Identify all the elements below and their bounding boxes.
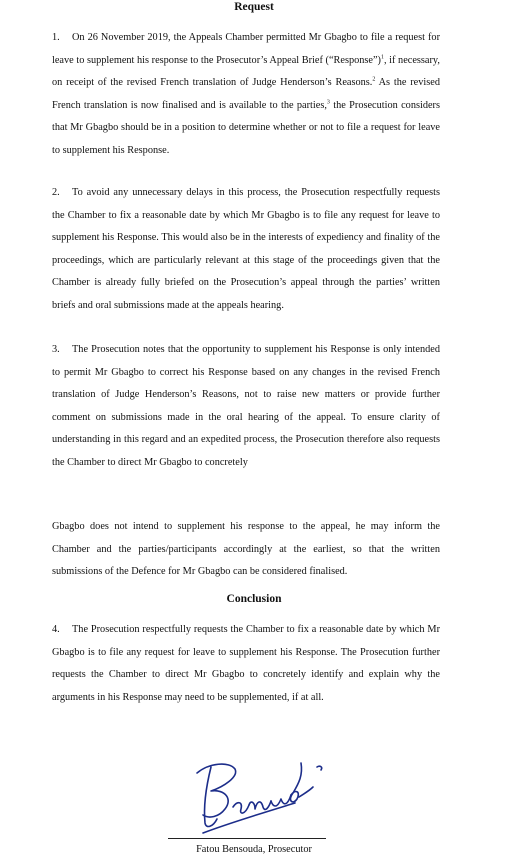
request-heading: Request (234, 1, 274, 13)
paragraph-2 (52, 182, 440, 318)
paragraph-3 (52, 339, 440, 475)
handwritten-signature (183, 753, 333, 835)
conclusion-heading: Conclusion (226, 593, 282, 605)
signature-line (168, 838, 326, 839)
footnote-marker: 3 (326, 99, 330, 106)
paragraph-number: 4. (52, 624, 60, 635)
continuation-paragraph (52, 516, 440, 584)
signatory-name: Fatou Bensouda, Prosecutor (196, 844, 312, 855)
paragraph-text: As the revised French translation is now finalised and is available to the parties, (52, 77, 440, 111)
paragraph-text: On 26 November 2019, the Appeals Chamber permitted Mr Gbagbo to file a request for leave to supplement his response to the Prosecutor’s Appeal Brief (“Response”) (52, 32, 440, 66)
paragraph-number: 1. (52, 32, 60, 43)
paragraph-number: 3. (52, 344, 60, 355)
paragraph-text: , if necessary, on receipt of the revised French translation of Judge Henderson’s Reasons. (52, 54, 440, 89)
paragraph-text: To avoid any unnecessary delays in this process, the Prosecution respectfully requests the Chamber to fix a reasonable date by which Mr Gbagbo is to file any request for leave to supplement his Response. This would also be in the interests of expediency and finality of the proceedings, which are particularly relevant at this stage of the proceedings given that the Chamber is already fully briefed on the Prosecution’s appeal through the parties’ written briefs and oral submissions made at the appeals hearing. (52, 187, 440, 311)
paragraph-text: Gbagbo does not intend to supplement his response to the appeal, he may inform the Chamber and the parties/participants accordingly at the earliest, so that the written submissions of the Defence for Mr Gbagbo can be considered finalised. (52, 521, 440, 578)
paragraph-4 (52, 619, 440, 709)
footnote-marker: 1 (380, 54, 384, 61)
paragraph-text: The Prosecution respectfully requests the Chamber to fix a reasonable date by which Mr Gbagbo is to file any request for leave to supplement his Response. The Prosecution further requests the Chamber to direct Mr Gbagbo to concretely identify and explain why the arguments in his Response may need to be supplemented, if at all. (52, 624, 440, 703)
paragraph-number: 2. (52, 187, 60, 198)
footnote-marker: 2 (372, 76, 376, 83)
paragraph-1 (52, 27, 440, 163)
paragraph-text: the Prosecution considers that Mr Gbagbo should be in a position to determine whether or not to file a request for leave to supplement his Response. (52, 99, 440, 156)
paragraph-text: The Prosecution notes that the opportunity to supplement his Response is only intended to permit Mr Gbagbo to correct his Response based on any changes in the revised French translation of Judge Henderson’s Reasons, not to raise new matters or provide further comment on submissions made in the oral hearing of the appeal. To ensure clarity of understanding in this regard and an expedited process, the Prosecution therefore also requests the Chamber to direct Mr Gbagbo to concretely (52, 344, 440, 468)
